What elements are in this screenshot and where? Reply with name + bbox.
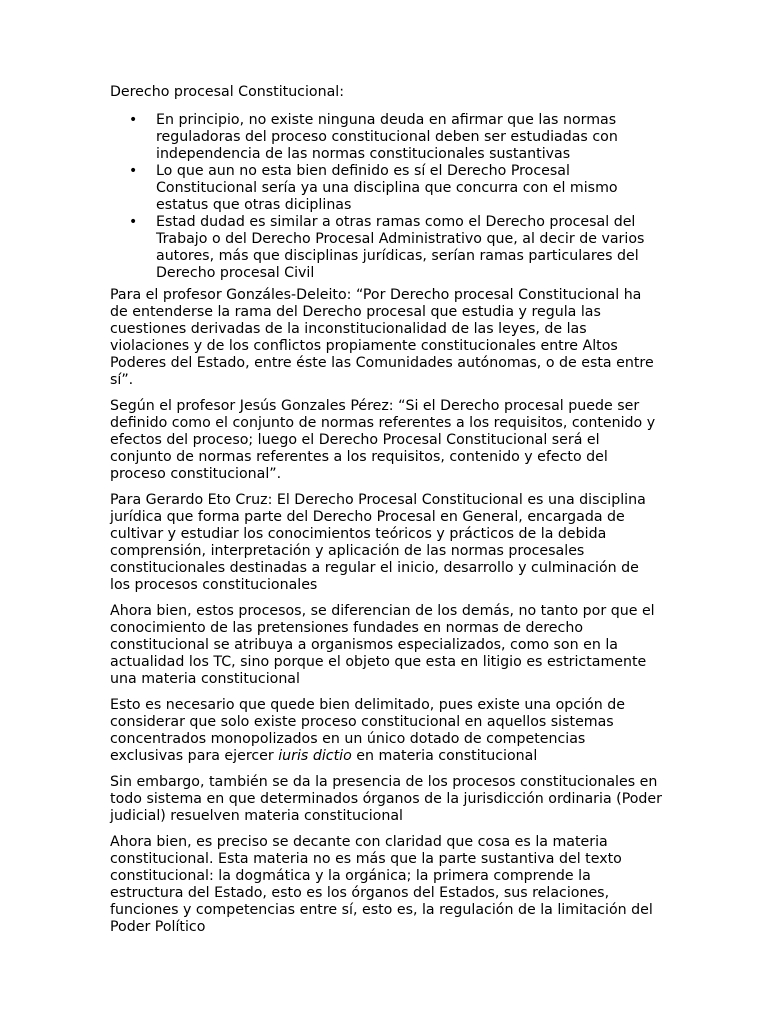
- iuris-dictio-term: iuris dictio: [278, 748, 352, 764]
- bullet-text: En principio, no existe ninguna deuda en afirmar que las normas reguladoras del proceso constitucional deben ser estudiadas con independencia de las normas constitucionales sustantivas: [156, 112, 618, 162]
- bullet-text: Estad dudad es similar a otras ramas como el Derecho procesal del Trabajo o del Derecho Procesal Administrativo que, al decir de varios autores, más que disciplinas jurídicas, serían ramas particulares del Derecho procesal Civil: [156, 214, 645, 281]
- bullet-dot-icon: •: [129, 163, 138, 179]
- paragraph-materia-constitucional: Ahora bien, es preciso se decante con claridad que cosa es la materia constitucional. Esta materia no es más que la parte sustantiva del texto constitucional: la dogmática y la orgánica; la primera comprende la estructura del Estado, esto es los órganos del Estados, sus relaciones, funciones y competencias entre sí, esto es, la regulación de la limitación del Poder Político: [110, 834, 653, 935]
- paragraph-delimitado-tail: en materia constitucional: [351, 748, 538, 764]
- paragraph-sin-embargo: Sin embargo, también se da la presencia de los procesos constitucionales en todo sistema en que determinados órganos de la jurisdicción ordinaria (Poder judicial) resuelven materia constitucional: [110, 774, 662, 824]
- bullet-item: [129, 163, 662, 214]
- bullet-list: [110, 112, 662, 282]
- bullet-item: [129, 112, 662, 163]
- bullet-item: [129, 214, 662, 282]
- paragraph-gonzales-deleito: Para el profesor Gonzáles-Deleito: “Por Derecho procesal Constitucional ha de entenderse la rama del Derecho procesal que estudia y regula las cuestiones derivadas de la inconstitucionalidad de las leyes, de las violaciones y de los conflictos propiamente constitucionales entre Altos Poderes del Estado, entre éste las Comunidades autónomas, o de esta entre sí”.: [110, 287, 654, 388]
- bullet-dot-icon: •: [129, 214, 138, 230]
- paragraph-procesos: Ahora bien, estos procesos, se diferencian de los demás, no tanto por que el conocimiento de las pretensiones fundades en normas de derecho constitucional se atribuya a organismos especializados, como son en la actualidad los TC, sino porque el objeto que esta en litigio es estrictamente una materia constitucional: [110, 603, 655, 687]
- document-heading: Derecho procesal Constitucional:: [110, 84, 345, 100]
- document-page: [110, 84, 662, 945]
- paragraph-gonzales-perez: Según el profesor Jesús Gonzales Pérez: “Si el Derecho procesal puede ser definido como el conjunto de normas referentes a los requisitos, contenido y efectos del proceso; luego el Derecho Procesal Constitucional será el conjunto de normas referentes a los requisitos, contenido y efecto del proceso constitucional”.: [110, 398, 656, 482]
- paragraph-delimitado: [110, 697, 662, 765]
- paragraph-delimitado-text: Esto es necesario que quede bien delimitado, pues existe una opción de considerar que solo existe proceso constitucional en aquellos sistemas concentrados monopolizados en un único dotado de competencias exclusivas para ejercer: [110, 697, 625, 764]
- paragraph-eto-cruz: Para Gerardo Eto Cruz: El Derecho Procesal Constitucional es una disciplina jurídica que forma parte del Derecho Procesal en General, encargada de cultivar y estudiar los conocimientos teóricos y prácticos de la debida comprensión, interpretación y aplicación de las normas procesales constitucionales destinadas a regular el inicio, desarrollo y culminación de los procesos constitucionales: [110, 492, 646, 593]
- bullet-text: Lo que aun no esta bien definido es sí el Derecho Procesal Constitucional sería ya una disciplina que concurra con el mismo estatus que otras diciplinas: [156, 163, 618, 213]
- bullet-dot-icon: •: [129, 112, 138, 128]
